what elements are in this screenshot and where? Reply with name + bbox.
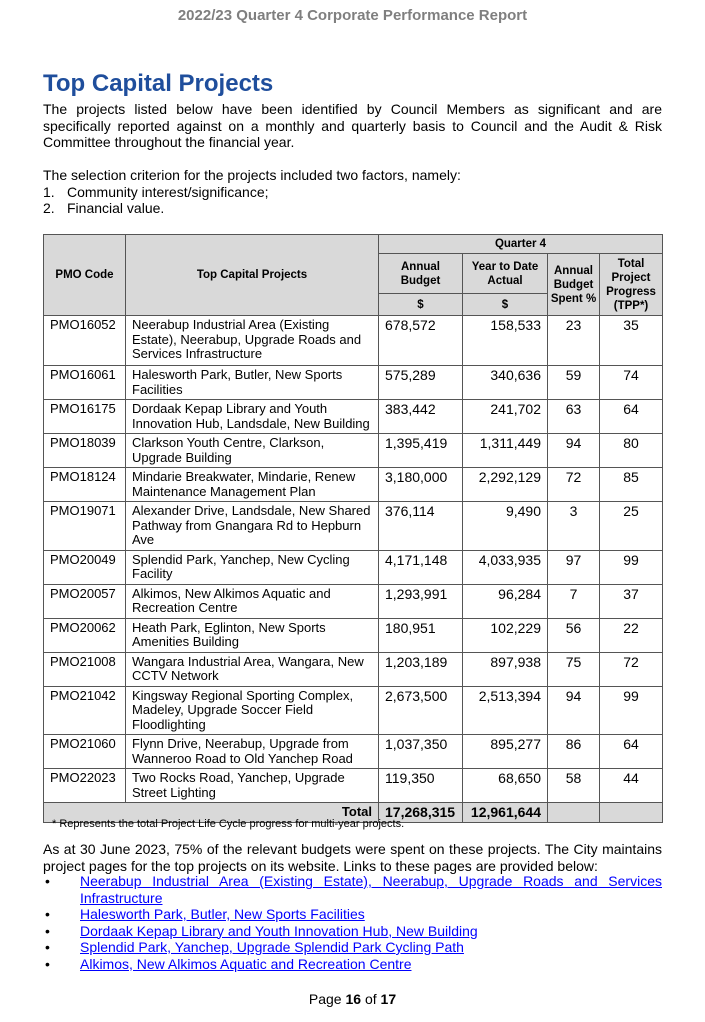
page-number bbox=[0, 991, 705, 1007]
ytd-actual-cell: 9,490 bbox=[463, 502, 548, 551]
budget-spent-cell: 23 bbox=[548, 316, 600, 366]
project-links-list bbox=[43, 873, 662, 972]
page-title: Top Capital Projects bbox=[43, 70, 274, 97]
criteria-label: Community interest/significance; bbox=[67, 183, 269, 200]
ytd-actual-cell: 96,284 bbox=[463, 584, 548, 618]
pmo-code-cell: PMO16175 bbox=[44, 400, 126, 434]
annual-budget-cell: 383,442 bbox=[379, 400, 463, 434]
annual-budget-cell: 1,203,189 bbox=[379, 652, 463, 686]
project-progress-cell: 35 bbox=[600, 316, 663, 366]
pmo-code-cell: PMO18039 bbox=[44, 434, 126, 468]
budget-spent-cell: 58 bbox=[548, 769, 600, 803]
project-name-cell: Splendid Park, Yanchep, New Cycling Facility bbox=[126, 550, 379, 584]
capital-projects-table bbox=[43, 234, 663, 823]
ytd-actual-cell: 158,533 bbox=[463, 316, 548, 366]
project-name-cell: Alkimos, New Alkimos Aquatic and Recreation Centre bbox=[126, 584, 379, 618]
project-progress-cell: 44 bbox=[600, 769, 663, 803]
project-progress-cell: 80 bbox=[600, 434, 663, 468]
header-quarter: Quarter 4 bbox=[379, 235, 663, 254]
budget-spent-cell: 75 bbox=[548, 652, 600, 686]
annual-budget-cell: 3,180,000 bbox=[379, 468, 463, 502]
criteria-number: 2. bbox=[43, 200, 55, 216]
header-currency: $ bbox=[379, 294, 463, 316]
criteria-number: 1. bbox=[43, 183, 55, 200]
project-name-cell: Heath Park, Eglinton, New Sports Amenities Building bbox=[126, 618, 379, 652]
table-row bbox=[44, 316, 663, 366]
annual-budget-cell: 180,951 bbox=[379, 618, 463, 652]
pmo-code-cell: PMO20057 bbox=[44, 584, 126, 618]
project-progress-cell: 22 bbox=[600, 618, 663, 652]
ytd-actual-cell: 68,650 bbox=[463, 769, 548, 803]
project-progress-cell: 99 bbox=[600, 686, 663, 735]
project-name-cell: Mindarie Breakwater, Mindarie, Renew Maintenance Management Plan bbox=[126, 468, 379, 502]
header-project: Top Capital Projects bbox=[126, 235, 379, 316]
project-name-cell: Halesworth Park, Butler, New Sports Facilities bbox=[126, 366, 379, 400]
table-row bbox=[44, 652, 663, 686]
ytd-actual-cell: 2,292,129 bbox=[463, 468, 548, 502]
pmo-code-cell: PMO16061 bbox=[44, 366, 126, 400]
table-row bbox=[44, 618, 663, 652]
ytd-actual-cell: 895,277 bbox=[463, 735, 548, 769]
total-budget: 17,268,315 bbox=[379, 803, 463, 823]
table-row bbox=[44, 584, 663, 618]
pmo-code-cell: PMO19071 bbox=[44, 502, 126, 551]
annual-budget-cell: 678,572 bbox=[379, 316, 463, 366]
report-header: 2022/23 Quarter 4 Corporate Performance Report bbox=[177, 7, 528, 24]
project-name-cell: Flynn Drive, Neerabup, Upgrade from Wanneroo Road to Old Yanchep Road bbox=[126, 735, 379, 769]
budget-spent-cell: 59 bbox=[548, 366, 600, 400]
budget-spent-cell: 86 bbox=[548, 735, 600, 769]
bullet-icon: • bbox=[45, 955, 50, 972]
list-item bbox=[43, 906, 662, 923]
budget-spent-cell: 7 bbox=[548, 584, 600, 618]
annual-budget-cell: 1,293,991 bbox=[379, 584, 463, 618]
budget-spent-cell: 97 bbox=[548, 550, 600, 584]
project-link[interactable]: Dordaak Kepap Library and Youth Innovation Hub, New Building bbox=[80, 922, 478, 939]
pmo-code-cell: PMO22023 bbox=[44, 769, 126, 803]
intro-paragraph: The projects listed below have been identified by Council Members as significant and are specifically reported against on a monthly and quarterly basis to Council and the Audit & Risk Committee throughout the financial year. bbox=[43, 101, 662, 150]
list-item bbox=[43, 939, 662, 956]
page-of: of bbox=[364, 991, 377, 1007]
project-progress-cell: 72 bbox=[600, 652, 663, 686]
total-progress-empty bbox=[600, 803, 663, 823]
annual-budget-cell: 2,673,500 bbox=[379, 686, 463, 735]
project-progress-cell: 99 bbox=[600, 550, 663, 584]
project-link[interactable]: Alkimos, New Alkimos Aquatic and Recreation Centre bbox=[80, 955, 412, 972]
page-total: 17 bbox=[380, 991, 397, 1007]
pmo-code-cell: PMO21042 bbox=[44, 686, 126, 735]
ytd-actual-cell: 4,033,935 bbox=[463, 550, 548, 584]
project-progress-cell: 37 bbox=[600, 584, 663, 618]
page-prefix: Page bbox=[308, 991, 342, 1007]
header-annual-budget: Annual Budget bbox=[379, 254, 463, 294]
budget-spent-cell: 94 bbox=[548, 434, 600, 468]
project-link[interactable]: Neerabup Industrial Area (Existing Estate), Neerabup, Upgrade Roads and Services Infrastructure bbox=[80, 873, 662, 906]
table-row bbox=[44, 550, 663, 584]
header-ytd-actual: Year to Date Actual bbox=[463, 254, 548, 294]
annual-budget-cell: 119,350 bbox=[379, 769, 463, 803]
project-name-cell: Dordaak Kepap Library and Youth Innovation Hub, Landsdale, New Building bbox=[126, 400, 379, 434]
annual-budget-cell: 376,114 bbox=[379, 502, 463, 551]
table-row bbox=[44, 366, 663, 400]
pmo-code-cell: PMO20049 bbox=[44, 550, 126, 584]
budget-spent-cell: 72 bbox=[548, 468, 600, 502]
annual-budget-cell: 1,037,350 bbox=[379, 735, 463, 769]
project-name-cell: Neerabup Industrial Area (Existing Estate), Neerabup, Upgrade Roads and Services Infrastructure bbox=[126, 316, 379, 366]
list-item bbox=[43, 923, 662, 940]
criteria-list bbox=[43, 184, 662, 217]
budget-spent-cell: 56 bbox=[548, 618, 600, 652]
criteria-item bbox=[43, 200, 662, 217]
project-name-cell: Two Rocks Road, Yanchep, Upgrade Street Lighting bbox=[126, 769, 379, 803]
header-currency: $ bbox=[463, 294, 548, 316]
project-progress-cell: 74 bbox=[600, 366, 663, 400]
header-pmo-code: PMO Code bbox=[44, 235, 126, 316]
ytd-actual-cell: 102,229 bbox=[463, 618, 548, 652]
project-progress-cell: 25 bbox=[600, 502, 663, 551]
table-row bbox=[44, 400, 663, 434]
pmo-code-cell: PMO21060 bbox=[44, 735, 126, 769]
list-item bbox=[43, 873, 662, 906]
annual-budget-cell: 1,395,419 bbox=[379, 434, 463, 468]
selection-criteria bbox=[43, 167, 662, 217]
project-progress-cell: 64 bbox=[600, 400, 663, 434]
project-link[interactable]: Splendid Park, Yanchep, Upgrade Splendid Park Cycling Path bbox=[80, 939, 464, 955]
budget-spent-cell: 94 bbox=[548, 686, 600, 735]
project-name-cell: Alexander Drive, Landsdale, New Shared Pathway from Gnangara Rd to Hepburn Ave bbox=[126, 502, 379, 551]
project-link[interactable]: Halesworth Park, Butler, New Sports Facilities bbox=[80, 906, 365, 922]
closing-paragraph: As at 30 June 2023, 75% of the relevant budgets were spent on these projects. The City maintains project pages for the top projects on its website. Links to these pages are provided below: bbox=[43, 841, 662, 874]
criteria-text: The selection criterion for the projects included two factors, namely: bbox=[43, 167, 461, 183]
table-footnote: * Represents the total Project Life Cycle progress for multi-year projects. bbox=[52, 818, 405, 830]
pmo-code-cell: PMO20062 bbox=[44, 618, 126, 652]
bullet-icon: • bbox=[45, 922, 50, 939]
pmo-code-cell: PMO16052 bbox=[44, 316, 126, 366]
ytd-actual-cell: 2,513,394 bbox=[463, 686, 548, 735]
total-actual: 12,961,644 bbox=[463, 803, 548, 823]
ytd-actual-cell: 340,636 bbox=[463, 366, 548, 400]
table-body bbox=[44, 316, 663, 803]
table-row bbox=[44, 735, 663, 769]
budget-spent-cell: 63 bbox=[548, 400, 600, 434]
annual-budget-cell: 4,171,148 bbox=[379, 550, 463, 584]
list-item bbox=[43, 956, 662, 973]
table-row bbox=[44, 686, 663, 735]
pmo-code-cell: PMO21008 bbox=[44, 652, 126, 686]
total-label: Total bbox=[44, 803, 379, 823]
header-budget-spent: Annual Budget Spent % bbox=[548, 254, 600, 316]
annual-budget-cell: 575,289 bbox=[379, 366, 463, 400]
total-spent-empty bbox=[548, 803, 600, 823]
ytd-actual-cell: 1,311,449 bbox=[463, 434, 548, 468]
table-row bbox=[44, 468, 663, 502]
table-row bbox=[44, 434, 663, 468]
project-name-cell: Kingsway Regional Sporting Complex, Madeley, Upgrade Soccer Field Floodlighting bbox=[126, 686, 379, 735]
table-row bbox=[44, 769, 663, 803]
project-progress-cell: 64 bbox=[600, 735, 663, 769]
page-current: 16 bbox=[345, 991, 362, 1007]
bullet-icon: • bbox=[45, 939, 50, 955]
criteria-label: Financial value. bbox=[67, 200, 165, 216]
bullet-icon: • bbox=[45, 906, 50, 922]
project-name-cell: Clarkson Youth Centre, Clarkson, Upgrade Building bbox=[126, 434, 379, 468]
pmo-code-cell: PMO18124 bbox=[44, 468, 126, 502]
budget-spent-cell: 3 bbox=[548, 502, 600, 551]
project-name-cell: Wangara Industrial Area, Wangara, New CCTV Network bbox=[126, 652, 379, 686]
bullet-icon: • bbox=[45, 873, 50, 889]
header-project-progress: Total Project Progress (TPP*) bbox=[600, 254, 663, 316]
table-row bbox=[44, 502, 663, 551]
criteria-item bbox=[43, 184, 662, 201]
ytd-actual-cell: 241,702 bbox=[463, 400, 548, 434]
ytd-actual-cell: 897,938 bbox=[463, 652, 548, 686]
project-progress-cell: 85 bbox=[600, 468, 663, 502]
